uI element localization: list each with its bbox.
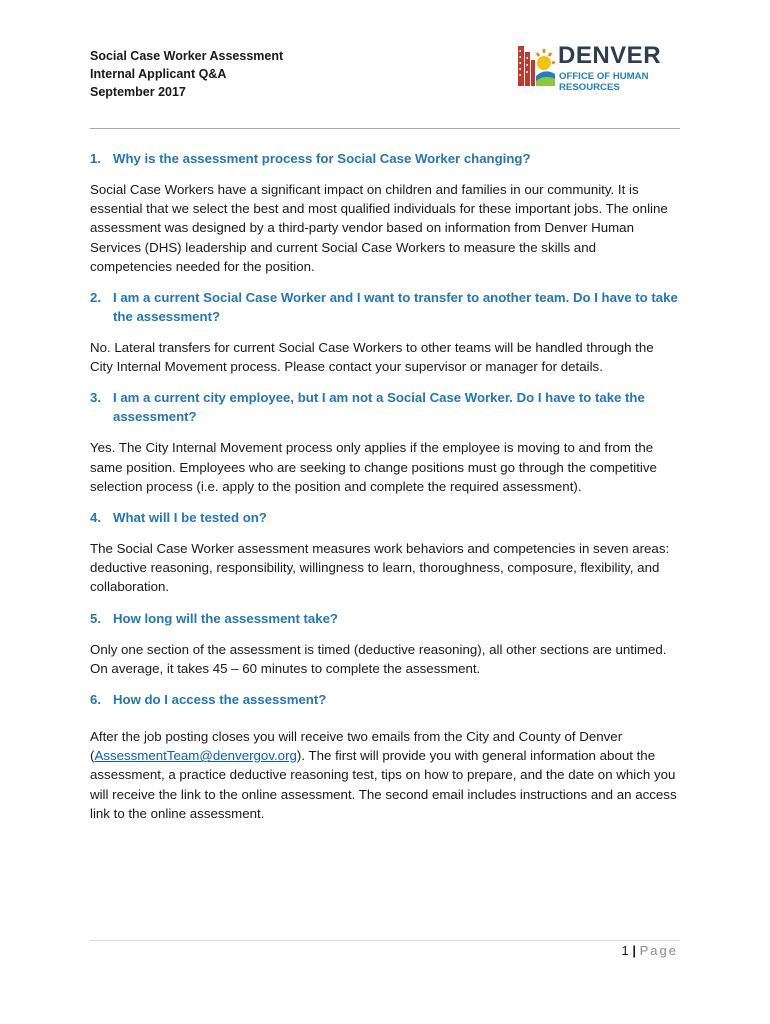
page-number: 1 xyxy=(621,943,629,958)
answer-6-text-pre: After the job posting closes you will receive two emails from the City and County of Denver ( xyxy=(90,729,623,764)
logo-subtitle xyxy=(559,71,649,93)
question-3 xyxy=(90,388,680,426)
page-separator: | xyxy=(632,943,636,958)
question-text: How do I access the assessment? xyxy=(113,692,327,708)
question-text: I am a current Social Case Worker and I want to transfer to another team. Do I have to take the assessment? xyxy=(113,290,678,325)
logo-subtitle-line1: OFFICE OF HUMAN xyxy=(559,71,649,82)
header-subtitle: Internal Applicant Q&A xyxy=(90,67,227,81)
answer-1: Social Case Workers have a significant impact on children and families in our community. It is essential that we select the best and most qualified individuals for these important jobs. The online assessment was designed by a third-party vendor based on information from Denver Human Services (DHS) leadership and current Social Case Workers to measure the skills and competencies needed for the position. xyxy=(90,182,668,274)
question-number: 3. xyxy=(90,390,101,406)
qa-content xyxy=(90,149,680,835)
header-title: Social Case Worker Assessment xyxy=(90,49,284,63)
answer-3: Yes. The City Internal Movement process only applies if the employee is moving to and from the same position. Employees who are seeking to change positions must go through the competitive selection process (i.e. apply to the position and complete the required assessment). xyxy=(90,440,657,494)
question-text: I am a current city employee, but I am not a Social Case Worker. Do I have to take the assessment? xyxy=(113,390,645,425)
question-5 xyxy=(90,609,680,628)
logo-wordmark: DENVER xyxy=(558,42,662,69)
answer-6 xyxy=(90,727,680,823)
denver-logo-icon xyxy=(517,44,557,88)
question-number: 1. xyxy=(90,151,101,166)
question-number: 5. xyxy=(90,610,101,626)
page-label: Page xyxy=(639,943,678,958)
logo-subtitle-line2: RESOURCES xyxy=(559,82,620,93)
question-number: 2. xyxy=(90,290,101,306)
question-number: 6. xyxy=(90,692,101,708)
header-date: September 2017 xyxy=(90,85,186,99)
question-4 xyxy=(90,508,680,527)
footer-divider xyxy=(90,940,680,941)
question-number: 4. xyxy=(90,510,101,526)
question-2 xyxy=(90,288,680,326)
question-text: What will I be tested on? xyxy=(113,510,267,526)
page-footer xyxy=(622,943,679,958)
header-divider xyxy=(90,128,680,129)
assessment-team-email-link[interactable]: AssessmentTeam@denvergov.org xyxy=(94,748,297,764)
question-1 xyxy=(90,149,680,168)
document-header xyxy=(90,47,283,101)
answer-2: No. Lateral transfers for current Social Case Workers to other teams will be handled through the City Internal Movement process. Please contact your supervisor or manager for details. xyxy=(90,340,654,375)
answer-5: Only one section of the assessment is timed (deductive reasoning), all other sections are untimed. On average, it takes 45 – 60 minutes to complete the assessment. xyxy=(90,641,667,676)
question-text: How long will the assessment take? xyxy=(113,610,338,626)
denver-ohr-logo xyxy=(517,44,677,96)
answer-6-text-post: ). The first will provide you with general information about the assessment, a practice deductive reasoning test, tips on how to prepare, and the date on which you will receive the link to the online assessment. The second email includes instructions and an access link to the online assessment. xyxy=(90,748,677,821)
answer-4: The Social Case Worker assessment measures work behaviors and competencies in seven areas: deductive reasoning, responsibility, willingness to learn, thoroughness, composure, flexibility, and collaboration. xyxy=(90,541,670,595)
question-text: Why is the assessment process for Social Case Worker changing? xyxy=(113,151,531,166)
question-6 xyxy=(90,690,680,709)
